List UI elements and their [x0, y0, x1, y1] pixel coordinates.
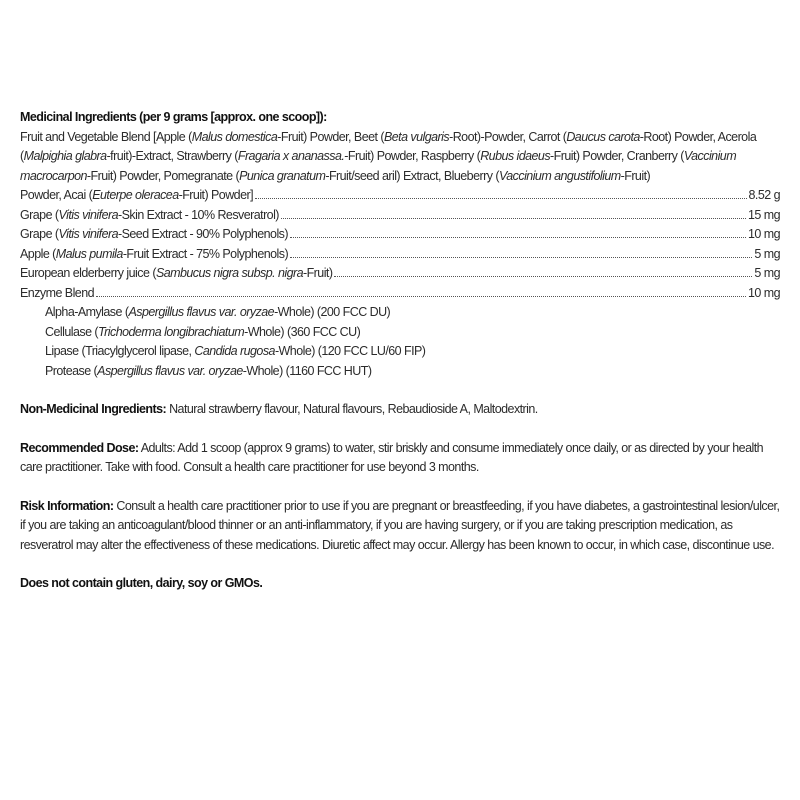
ingredient-row [20, 206, 780, 226]
ingredient-name [20, 284, 94, 304]
text-fragment: -Whole) (360 FCC CU) [244, 324, 361, 339]
text-fragment: -Fruit/seed aril) Extract, Blueberry ( [325, 168, 499, 183]
enzyme-row [20, 323, 780, 343]
non-medicinal-text: Natural strawberry flavour, Natural flavours, Rebaudioside A, Maltodextrin. [166, 402, 538, 416]
text-fragment: -Root)-Powder, Carrot ( [449, 129, 567, 144]
non-medicinal-section [20, 400, 780, 420]
text-fragment: Grape ( [20, 227, 59, 241]
text-fragment: Powder, Acai ( [20, 188, 93, 202]
ingredient-amount: 10 mg [748, 227, 780, 241]
text-fragment: -Whole) (1160 FCC HUT) [242, 363, 372, 378]
latin-name: Candida rugosa [194, 344, 275, 358]
risk-text: Consult a health care practitioner prior to use if you are pregnant or breastfeeding, if you have diabetes, a gastrointestinal lesion/ulcer, if you are taking an anticoagulant/blood thinner or an anti-inflammatory, if you are having surgery, or if you are taking prescription medication, as resveratrol may alter the effectiveness of these medications. Diuretic affect may occur. Allergy has been known to occur, in which case, discontinue use. [20, 498, 780, 552]
medicinal-heading: Medicinal Ingredients (per 9 grams [approx. one scoop]): [20, 110, 327, 124]
text-fragment: -Whole) (120 FCC LU/60 FIP) [274, 344, 426, 358]
dose-heading: Recommended Dose: [20, 440, 139, 455]
latin-name: Malpighia glabra [23, 149, 107, 163]
ingredient-amount: 5 mg [754, 246, 780, 261]
ingredient-row [20, 225, 780, 245]
dose-section [20, 439, 780, 478]
dot-leader [290, 237, 746, 238]
ingredient-row [20, 245, 780, 265]
ingredient-name [20, 225, 288, 245]
text-fragment: Fruit and Vegetable Blend [Apple ( [20, 129, 192, 144]
ingredient-amount: 15 mg [748, 207, 780, 222]
latin-name: Vaccinium macrocarpon [20, 149, 737, 183]
allergen-statement: Does not contain gluten, dairy, soy or GMOs. [20, 576, 263, 590]
ingredient-row [20, 264, 780, 284]
text-fragment: -Fruit) [302, 266, 333, 280]
text-fragment: European elderberry juice ( [20, 266, 156, 280]
enzyme-list [20, 303, 780, 381]
text-fragment: Lipase (Triacylglycerol lipase, [45, 344, 195, 358]
risk-section [20, 497, 780, 556]
risk-heading: Risk Information: [20, 498, 114, 513]
enzyme-row [20, 342, 780, 362]
text-fragment: -Seed Extract - 90% Polyphenols) [118, 227, 288, 241]
text-fragment: -Fruit) Powder, Beet ( [277, 129, 384, 144]
text-fragment: -Fruit) [620, 168, 651, 183]
blend-description [20, 128, 780, 187]
ingredient-list [20, 206, 780, 304]
latin-name: Euterpe oleracea [92, 188, 179, 202]
latin-name: Sambucus nigra subsp. nigra [155, 266, 303, 280]
dot-leader [281, 218, 746, 219]
text-fragment: Enzyme Blend [20, 285, 94, 300]
latin-name: Vitis vinifera [58, 207, 118, 222]
text-fragment: -Fruit) Powder, Cranberry ( [550, 149, 684, 163]
text-fragment: Apple ( [20, 246, 56, 261]
latin-name: Aspergillus flavus var. oryzae [128, 305, 275, 319]
ingredient-name [20, 206, 279, 226]
latin-name: Fragaria x ananassa. [237, 149, 345, 163]
enzyme-row [20, 362, 780, 382]
ingredient-name [20, 264, 332, 284]
text-fragment: -Fruit Extract - 75% Polyphenols) [122, 246, 289, 261]
text-fragment: -Fruit) Powder, Raspberry ( [344, 149, 481, 163]
latin-name: Trichoderma longibrachiatum [98, 324, 245, 339]
ingredient-row [20, 284, 780, 304]
ingredient-name [20, 245, 288, 265]
latin-name: Vitis vinifera [58, 227, 118, 241]
ingredient-amount: 5 mg [754, 266, 780, 280]
latin-name: Rubus idaeus [480, 149, 551, 163]
text-fragment: -Whole) (200 FCC DU) [274, 305, 391, 319]
latin-name: Vaccinium angustifolium [498, 168, 621, 183]
non-medicinal-heading: Non-Medicinal Ingredients: [20, 402, 167, 416]
text-fragment: -fruit)-Extract, Strawberry ( [106, 149, 238, 163]
dot-leader [334, 276, 752, 277]
supplement-label [20, 108, 780, 594]
dose-text: Adults: Add 1 scoop (approx 9 grams) to water, stir briskly and consume immediately once daily, or as directed by your health care practitioner. Take with food. Consult a health care practitioner for use beyond 3 months. [20, 440, 764, 474]
blend-amount-row [20, 186, 780, 206]
text-fragment: -Fruit) Powder] [178, 188, 254, 202]
ingredient-amount: 10 mg [748, 285, 780, 300]
blend-amount: 8.52 g [748, 188, 780, 202]
enzyme-row [20, 303, 780, 323]
text-fragment: -Skin Extract - 10% Resveratrol) [118, 207, 279, 222]
latin-name: Aspergillus flavus var. oryzae [97, 363, 243, 378]
latin-name: Beta vulgaris [383, 129, 450, 144]
text-fragment: -Fruit) Powder, Pomegranate ( [86, 168, 240, 183]
latin-name: Malus pumila [55, 246, 123, 261]
dot-leader [255, 198, 747, 199]
text-fragment: Cellulase ( [45, 324, 99, 339]
blend-last-line [20, 186, 253, 206]
text-fragment: Alpha-Amylase ( [45, 305, 129, 319]
latin-name: Malus domestica [191, 129, 278, 144]
text-fragment: Grape ( [20, 207, 59, 222]
text-fragment: -Root) Powder, Acerola ( [20, 129, 757, 163]
latin-name: Daucus carota [566, 129, 640, 144]
dot-leader [96, 296, 746, 297]
dot-leader [290, 257, 752, 258]
latin-name: Punica granatum [239, 168, 326, 183]
text-fragment: Protease ( [45, 363, 98, 378]
